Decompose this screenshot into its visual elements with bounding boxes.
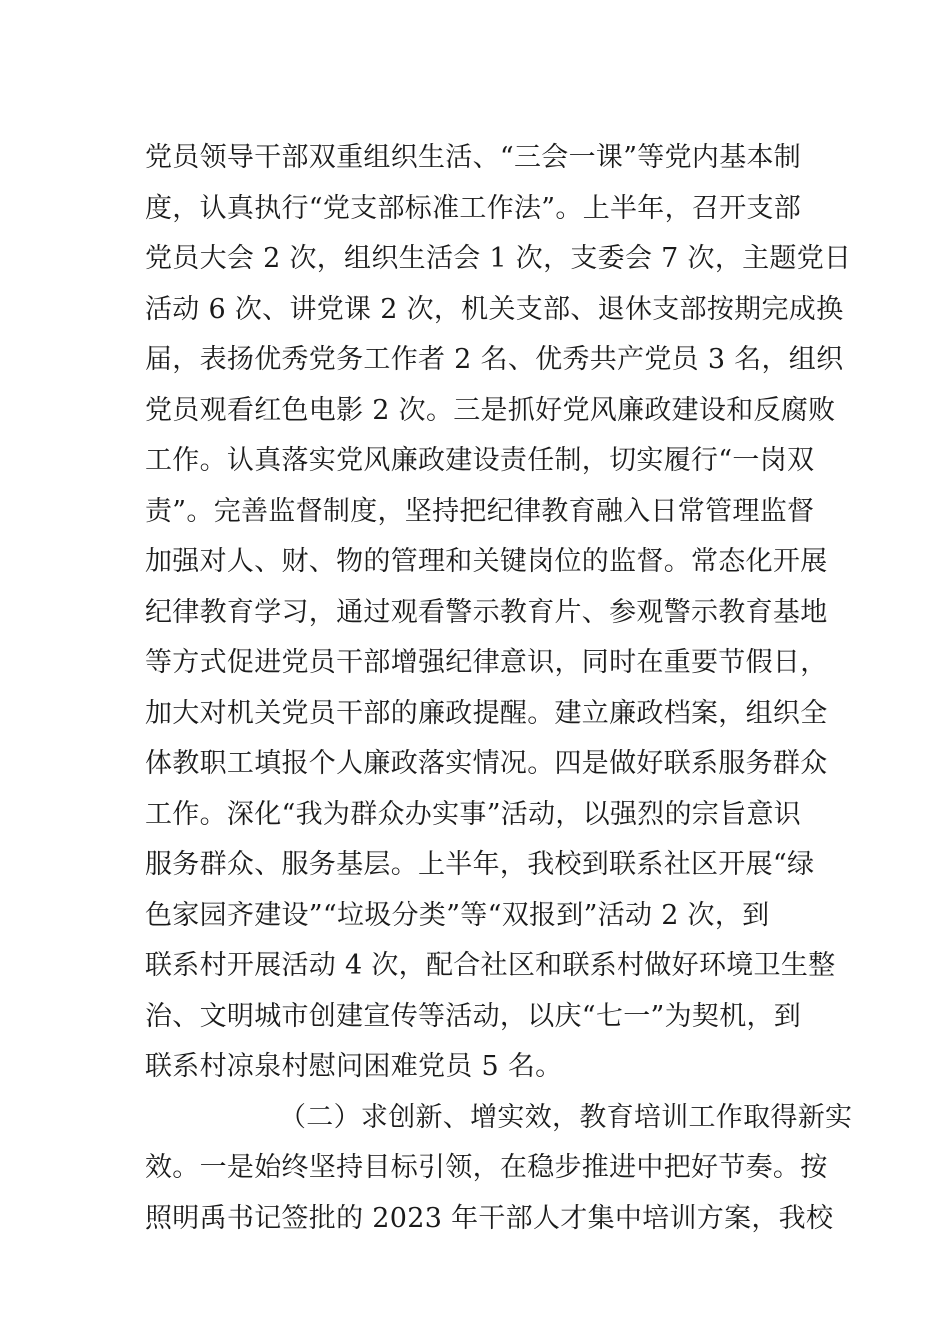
text-line: 加强对人、财、物的管理和关键岗位的监督。常态化开展: [145, 546, 828, 577]
text-line: 体教职工填报个人廉政落实情况。四是做好联系服务群众: [145, 748, 828, 779]
text-line: 工作。深化“我为群众办实事”活动，以强烈的宗旨意识: [145, 798, 802, 830]
text-line: 度，认真执行“党支部标准工作法”。上半年，召开支部: [145, 192, 802, 224]
text-line: 届，表扬优秀党务工作者 2 名、优秀共产党员 3 名，组织: [145, 344, 844, 375]
text-line: 服务群众、服务基层。上半年，我校到联系社区开展“绿: [145, 849, 815, 880]
text-line: 党员大会 2 次，组织生活会 1 次，支委会 7 次，主题党日: [145, 243, 852, 274]
text-line: 党员领导干部双重组织生活、“三会一课”等党内基本制: [145, 142, 802, 173]
text-line: 责”。完善监督制度，坚持把纪律教育融入日常管理监督: [145, 495, 815, 527]
document-body: [145, 133, 853, 1244]
text-line: 工作。认真落实党风廉政建设责任制，切实履行“一岗双: [145, 445, 815, 476]
text-line: 效。一是始终坚持目标引领，在稳步推进中把好节奏。按: [145, 1152, 828, 1183]
text-line: 照明禹书记签批的 2023 年干部人才集中培训方案，我校: [145, 1202, 834, 1234]
text-line: 加大对机关党员干部的廉政提醒。建立廉政档案，组织全: [145, 697, 828, 729]
text-line: 联系村凉泉村慰问困难党员 5 名。: [145, 1051, 563, 1082]
section-heading-line: （二）求创新、增实效，教育培训工作取得新实: [279, 1101, 853, 1133]
text-line: 纪律教育学习，通过观看警示教育片、参观警示教育基地: [145, 596, 828, 628]
text-line: 色家园齐建设”“垃圾分类”等“双报到”活动 2 次，到: [145, 899, 770, 931]
text-line: 等方式促进党员干部增强纪律意识，同时在重要节假日，: [145, 647, 828, 678]
text-line: 党员观看红色电影 2 次。三是抓好党风廉政建设和反腐败: [145, 394, 836, 426]
text-line: 联系村开展活动 4 次，配合社区和联系村做好环境卫生整: [145, 950, 836, 981]
text-line: 活动 6 次、讲党课 2 次，机关支部、退休支部按期完成换: [145, 293, 844, 325]
text-line: 治、文明城市创建宣传等活动，以庆“七一”为契机，到: [145, 1000, 802, 1032]
